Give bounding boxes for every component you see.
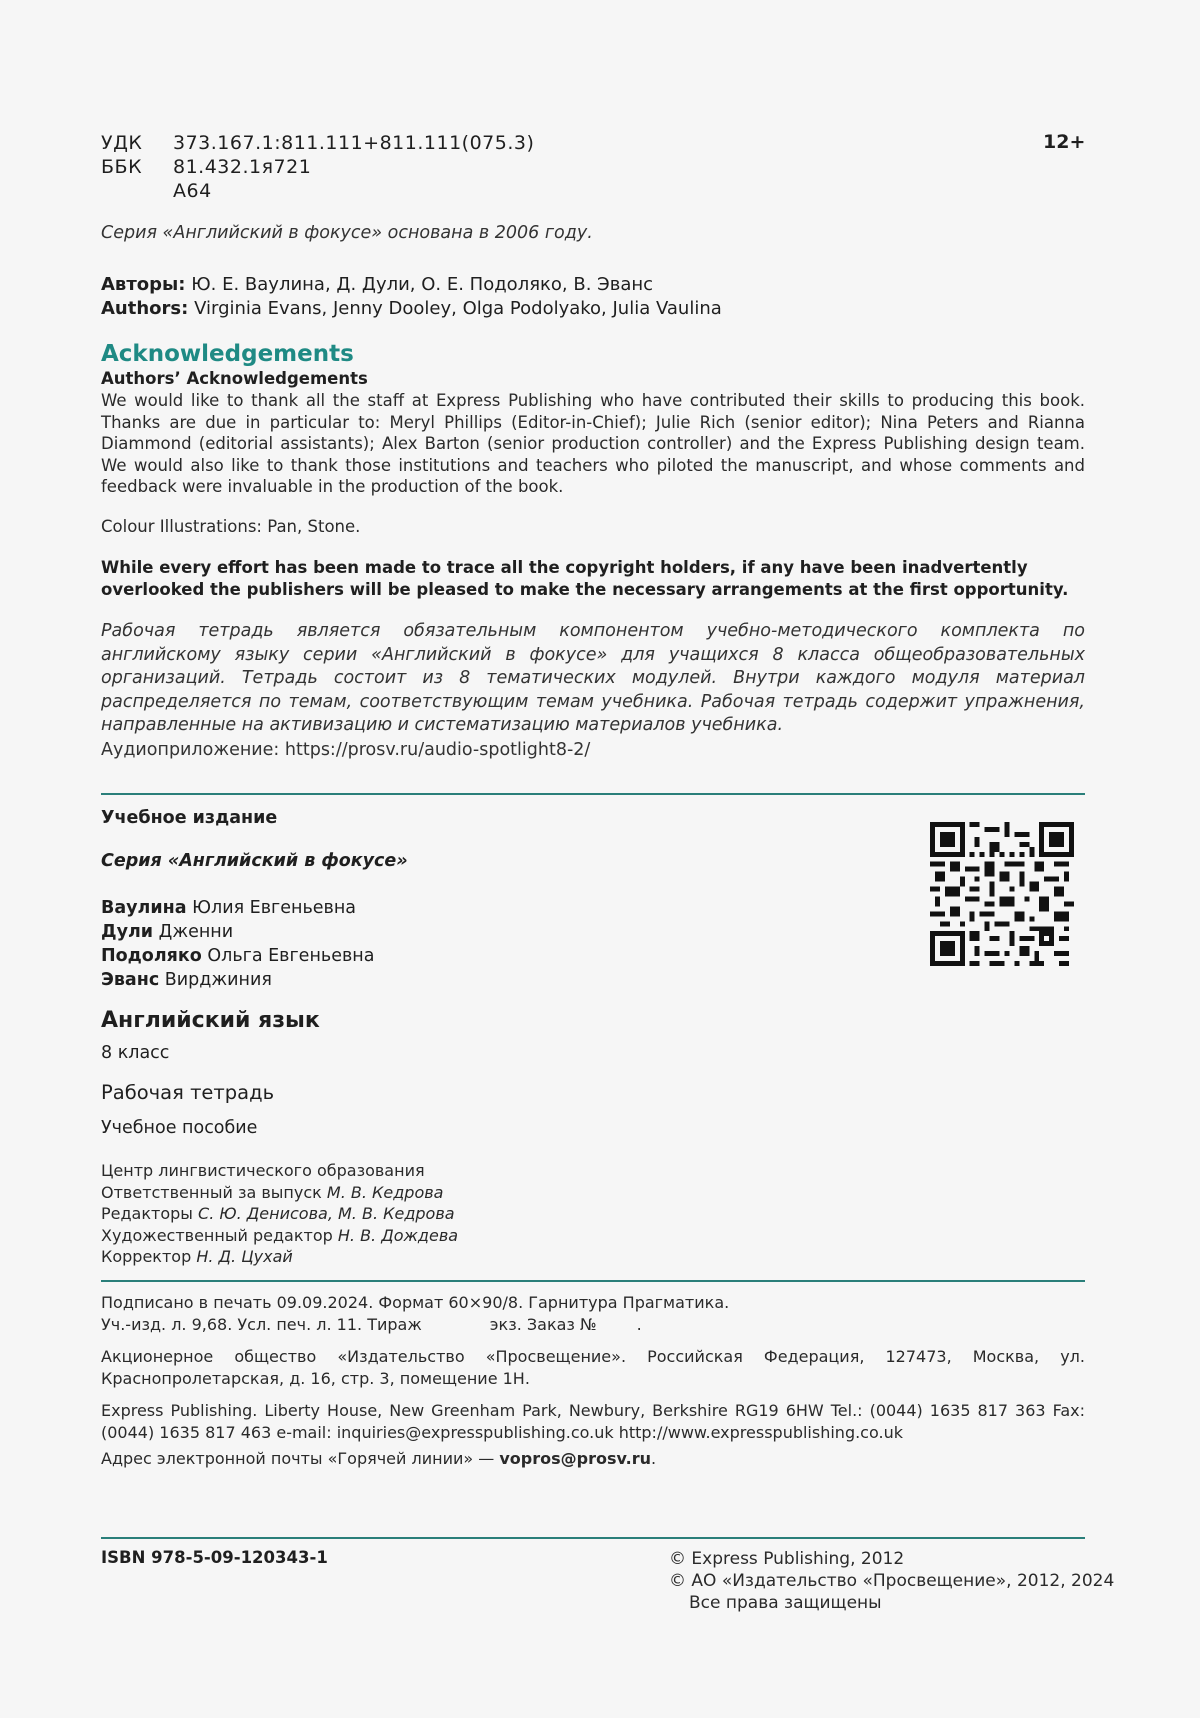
edition-authors — [101, 896, 374, 992]
age-rating: 12+ — [1043, 131, 1086, 153]
hotline-email[interactable]: vopros@prosv.ru — [499, 1449, 651, 1468]
publisher-ru: Акционерное общество «Издательство «Просвещение». Российская Федерация, 127473, Москва, ул. Краснопролетарская, д. 16, стр. 3, помещение 1Н. — [101, 1347, 1085, 1388]
copyright-notice: While every effort has been made to trace all the copyright holders, if any have been inadvertently overlooked the publishers will be pleased to make the necessary arrangements at the first opportunity. — [101, 558, 1069, 599]
acknowledgements-heading: Acknowledgements — [101, 341, 354, 367]
edition-author-4: Эванс Вирджиния — [101, 970, 272, 990]
hotline: Адрес электронной почты «Горячей линии» — vopros@prosv.ru. — [101, 1449, 657, 1468]
book-grade: 8 класс — [101, 1043, 170, 1063]
credits-center: Центр лингвистического образования — [101, 1161, 425, 1180]
divider-bottom — [101, 1537, 1085, 1539]
description: Рабочая тетрадь является обязательным компонентом учебно-методического комплекта по английскому языку серии «Английский в фокусе» для учащихся 8 класса общеобразовательных организаций. Тетрадь состоит из 8 тематических модулей. Внутри каждого модуля материал распределяется по темам, соответствующим темам учебника. Рабочая тетрадь содержит упражнения, направленные на активизацию и систематизацию материалов учебника. — [101, 621, 1085, 735]
credits-responsible: Ответственный за выпуск М. В. Кедрова — [101, 1182, 444, 1202]
acknowledgements-body: We would like to thank all the staff at Express Publishing who have contributed their skills to producing this book. Thanks are due in particular to: Meryl Phillips (Editor-in-Chief); Julie Rich (senior editor); Nina Peters and Rianna Diammond (editorial assistants); Alex Barton (senior production controller) and the Express Publishing design team. We would also like to thank those institutions and teachers who piloted the manuscript, and whose comments and feedback were invaluable in the production of the book. — [101, 391, 1085, 496]
rights-reserved: Все права защищены — [689, 1593, 882, 1613]
authors-ru-label: Авторы: — [101, 274, 186, 295]
book-type: Рабочая тетрадь — [101, 1081, 275, 1104]
authors-ru-names: Ю. Е. Ваулина, Д. Дули, О. Е. Подоляко, В. Эванс — [191, 274, 654, 295]
qr-code-icon[interactable] — [930, 822, 1074, 966]
edition-author-2: Дули Дженни — [101, 922, 234, 942]
edition-author-3: Подоляко Ольга Евгеньевна — [101, 946, 375, 966]
edition-author-1: Ваулина Юлия Евгеньевна — [101, 898, 356, 918]
authors-en — [101, 298, 722, 319]
imprint-line-2: Уч.-изд. л. 9,68. Усл. печ. л. 11. Тираж экз. Заказ № . — [101, 1315, 642, 1334]
authors-ru — [101, 274, 653, 295]
audio-link[interactable]: Аудиоприложение: https://prosv.ru/audio-spotlight8-2/ — [101, 740, 591, 760]
isbn: ISBN 978-5-09-120343-1 — [101, 1548, 328, 1567]
bbk-row — [101, 155, 311, 179]
credits-art-editor: Художественный редактор Н. В. Дождева — [101, 1225, 459, 1245]
udk-value: 373.167.1:811.111+811.111(075.3) — [173, 132, 535, 154]
bbk-label: ББК — [101, 156, 143, 178]
copyright-prosv: © АО «Издательство «Просвещение», 2012, 2024 — [669, 1571, 1115, 1591]
divider-middle — [101, 1280, 1085, 1282]
edition-series: Серия «Английский в фокусе» — [101, 851, 408, 871]
series-note: Серия «Английский в фокусе» основана в 2006 году. — [101, 223, 593, 243]
divider-top — [101, 793, 1085, 795]
authors-en-label: Authors: — [101, 298, 189, 319]
copyright-block — [669, 1548, 1114, 1614]
authors-en-names: Virginia Evans, Jenny Dooley, Olga Podolyako, Julia Vaulina — [194, 298, 722, 319]
udk-label: УДК — [101, 132, 143, 154]
book-title: Английский язык — [101, 1008, 320, 1033]
author-code: А64 — [173, 180, 212, 202]
copyright-express: © Express Publishing, 2012 — [669, 1549, 905, 1569]
credits — [101, 1160, 458, 1268]
illustrations-credit: Colour Illustrations: Pan, Stone. — [101, 517, 361, 536]
publisher-en: Express Publishing. Liberty House, New Greenham Park, Newbury, Berkshire RG19 6HW Tel.: (0044) 1635 817 363 Fax: (0044) 1635 817 463 e-mail: inquiries@expresspublishing.co.uk http://www.expresspublishing.co.uk — [101, 1401, 1085, 1442]
edition-type: Учебное издание — [101, 808, 278, 828]
bbk-value: 81.432.1я721 — [173, 156, 312, 178]
credits-editors: Редакторы С. Ю. Денисова, М. В. Кедрова — [101, 1204, 455, 1223]
book-purpose: Учебное пособие — [101, 1118, 258, 1138]
acknowledgements-subheading: Authors’ Acknowledgements — [101, 369, 368, 388]
imprint-line-1: Подписано в печать 09.09.2024. Формат 60×90/8. Гарнитура Прагматика. — [101, 1293, 730, 1312]
credits-corrector: Корректор Н. Д. Цухай — [101, 1247, 293, 1266]
udk-row — [101, 131, 534, 155]
